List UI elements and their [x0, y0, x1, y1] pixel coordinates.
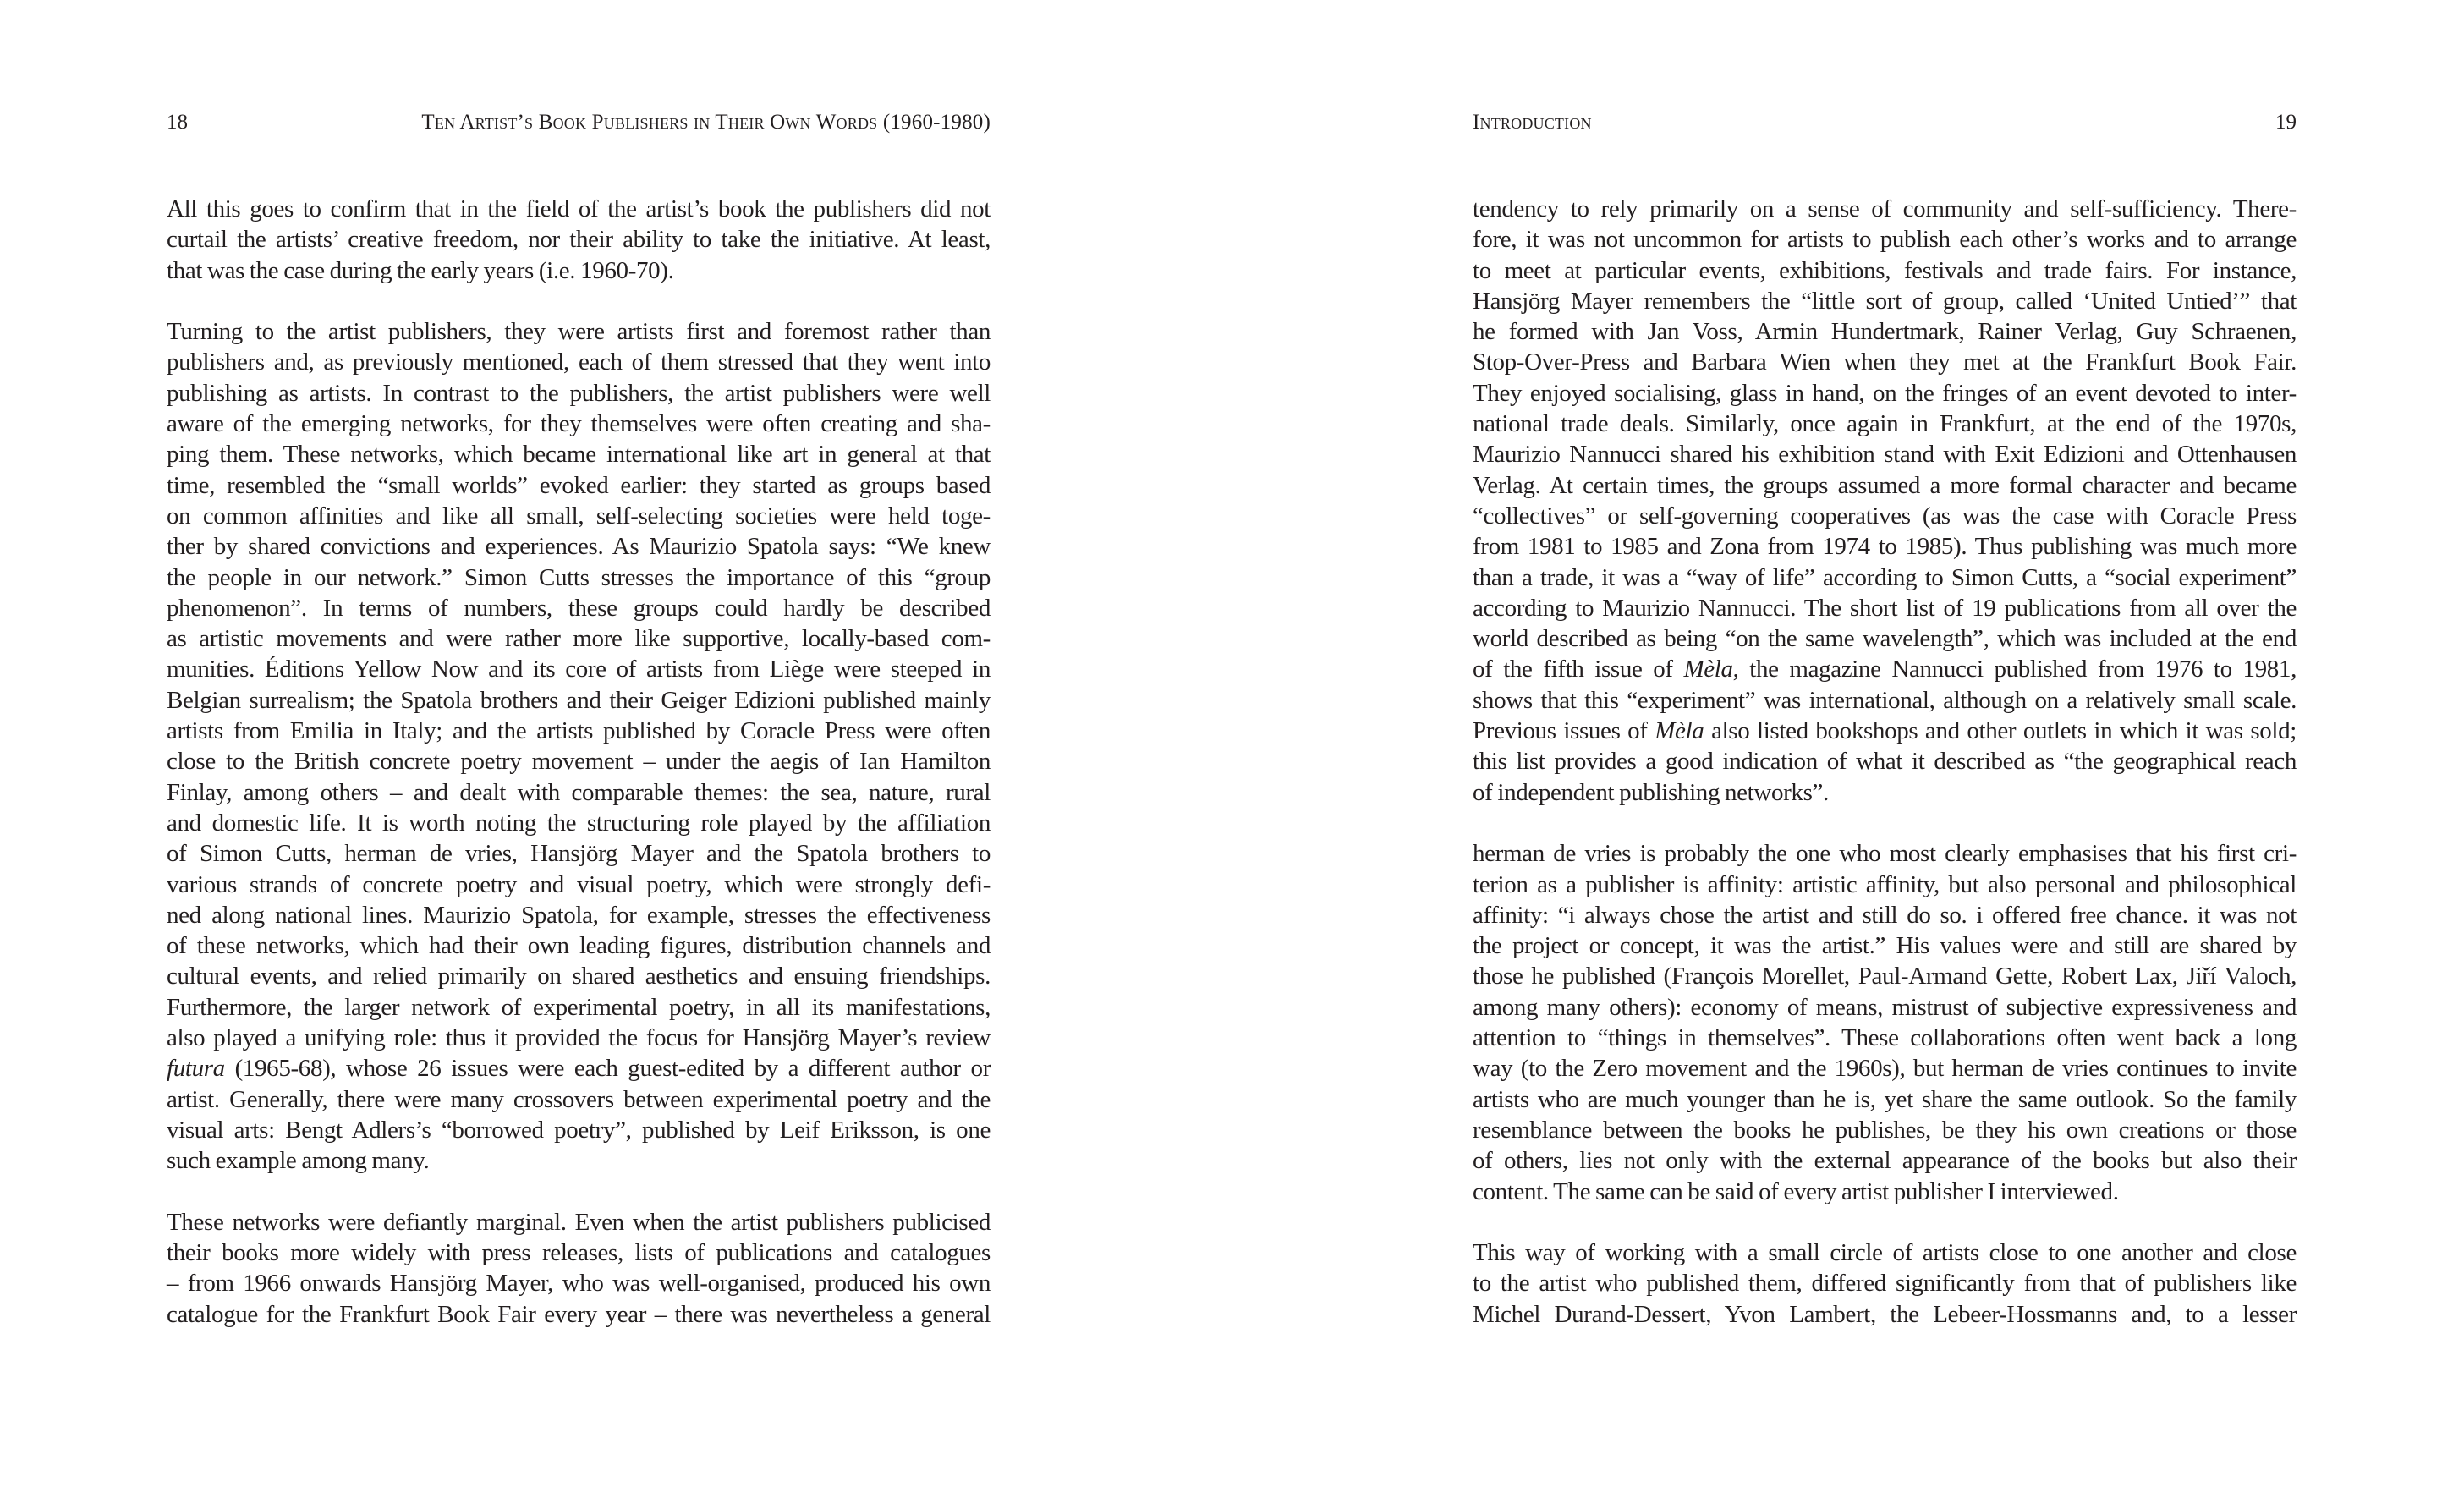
text-line: as artistic movements and were rather more like supportive, locally-based com- [167, 625, 991, 653]
text-line-with-italic [1473, 654, 2297, 684]
text-line: publishing as artists. In contrast to the publishers, the artist publishers were well [167, 379, 991, 407]
text-line: among many others): economy of means, mistrust of subjective expressiveness and [1473, 993, 2297, 1021]
text-line: They enjoyed socialising, glass in hand, on the fringes of an event devoted to inter- [1473, 379, 2297, 407]
italic-title-mela: Mèla [1683, 656, 1733, 683]
text-line: world described as being “on the same wavelength”, which was included at the end [1473, 625, 2297, 653]
text-line: munities. Éditions Yellow Now and its core of artists from Liège were steeped in [167, 656, 991, 683]
text-line: time, resembled the “small worlds” evoked earlier: they started as groups based [167, 471, 991, 499]
text-line: various strands of concrete poetry and visual poetry, which were strongly defi- [167, 870, 991, 898]
text-line-with-italic [1473, 716, 2297, 746]
right-page [1232, 0, 2464, 1498]
text-line: according to Maurizio Nannucci. The short list of 19 publications from all over the [1473, 594, 2297, 622]
text-line: to meet at particular events, exhibitions, festivals and trade fairs. For instance, [1473, 256, 2297, 284]
text-line: Maurizio Nannucci shared his exhibition stand with Exit Edizioni and Ottenhausen [1473, 441, 2297, 469]
paragraph [1473, 194, 2297, 808]
text-line-start: of the fifth issue of [1473, 656, 1684, 683]
running-head [1473, 108, 2297, 137]
book-title-header: Ten Artist’s Book Publishers in Their Own Words (1960-1980) [421, 111, 991, 134]
text-line: of independent publishing networks”. [1473, 778, 1829, 806]
text-line: Verlag. At certain times, the groups assumed a more formal character and became [1473, 471, 2297, 499]
text-line: of others, lies not only with the external appearance of the books but also their [1473, 1147, 2297, 1175]
text-line: shows that this “experiment” was international, although on a relatively small scale. [1473, 686, 2297, 714]
text-line: aware of the emerging networks, for they themselves were often creating and sha- [167, 410, 991, 438]
body-text [167, 194, 991, 1330]
text-line: Finlay, among others – and dealt with comparable themes: the sea, nature, rural [167, 778, 991, 806]
text-line: terion as a publisher is affinity: artistic affinity, but also personal and philosophical [1473, 870, 2297, 898]
text-line: tendency to rely primarily on a sense of community and self-sufficiency. There- [1473, 195, 2297, 222]
text-line: ther by shared convictions and experiences. As Maurizio Spatola says: “We knew [167, 533, 991, 561]
text-line: visual arts: Bengt Adlers’s “borrowed poetry”, published by Leif Eriksson, is one [167, 1116, 991, 1144]
text-line: catalogue for the Frankfurt Book Fair every year – there was nevertheless a general [167, 1300, 991, 1328]
text-line-rest: (1965-68), whose 26 issues were each guest-edited by a different author or [234, 1055, 991, 1083]
running-head [167, 108, 991, 137]
text-line: such example among many. [167, 1147, 430, 1175]
paragraph [167, 194, 991, 286]
text-line: resemblance between the books he publishes, be they his own creations or those [1473, 1116, 2297, 1144]
text-line: These networks were defiantly marginal. Even when the artist publishers publicised [167, 1208, 991, 1236]
text-line: publishers and, as previously mentioned, each of them stressed that they went into [167, 348, 991, 376]
text-line: he formed with Jan Voss, Armin Hundertmark, Rainer Verlag, Guy Schraenen, [1473, 318, 2297, 346]
text-line: This way of working with a small circle of artists close to one another and close [1473, 1239, 2297, 1267]
text-line: cultural events, and relied primarily on shared aesthetics and ensuing friendships. [167, 963, 991, 990]
text-line: ping them. These networks, which became international like art in general at that [167, 441, 991, 469]
text-line: to the artist who published them, differed significantly from that of publishers like [1473, 1270, 2297, 1298]
text-line: ned along national lines. Maurizio Spatola, for example, stresses the effectiveness [167, 901, 991, 929]
text-line: Michel Durand-Dessert, Yvon Lambert, the Lebeer-Hossmanns and, to a lesser [1473, 1300, 2297, 1328]
text-line: attention to “things in themselves”. These collaborations often went back a long [1473, 1024, 2297, 1052]
text-line: Furthermore, the larger network of experimental poetry, in all its manifestations, [167, 993, 991, 1021]
body-text [1473, 194, 2297, 1330]
paragraph [167, 1207, 991, 1330]
italic-title-futura: futura [167, 1055, 225, 1083]
text-line: artists from Emilia in Italy; and the artists published by Coracle Press were often [167, 717, 991, 745]
text-line: affinity: “i always chose the artist and still do so. i offered free chance. it was not [1473, 901, 2297, 929]
text-line-rest: , the magazine Nannucci published from 1976 to 1981, [1732, 656, 2297, 683]
text-line: the people in our network.” Simon Cutts stresses the importance of this “group [167, 563, 991, 591]
text-line: and domestic life. It is worth noting the structuring role played by the affiliation [167, 809, 991, 837]
text-line: this list provides a good indication of what it described as “the geographical reach [1473, 748, 2297, 776]
text-line: All this goes to confirm that in the field of the artist’s book the publishers did not [167, 195, 991, 222]
text-line: Turning to the artist publishers, they were artists first and foremost rather than [167, 318, 991, 346]
text-line-start: Previous issues of [1473, 717, 1655, 745]
text-line: that was the case during the early years (i.e. 1960-70). [167, 256, 674, 284]
text-line: artist. Generally, there were many crossovers between experimental poetry and the [167, 1085, 991, 1113]
paragraph [1473, 838, 2297, 1207]
page-number: 18 [167, 111, 188, 134]
text-line: than a trade, it was a “way of life” according to Simon Cutts, a “social experiment” [1473, 563, 2297, 591]
text-line: herman de vries is probably the one who most clearly emphasises that his first cri- [1473, 840, 2297, 868]
text-line: those he published (François Morellet, Paul-Armand Gette, Robert Lax, Jiří Valoch, [1473, 963, 2297, 990]
text-line: Belgian surrealism; the Spatola brothers and their Geiger Edizioni published mainly [167, 686, 991, 714]
text-line: “collectives” or self-governing cooperatives (as was the case with Coracle Press [1473, 502, 2297, 530]
text-line: also played a unifying role: thus it provided the focus for Hansjörg Mayer’s review [167, 1024, 991, 1052]
text-line: from 1981 to 1985 and Zona from 1974 to 1985). Thus publishing was much more [1473, 533, 2297, 561]
text-line: Hansjörg Mayer remembers the “little sort of group, called ‘United Untied’” that [1473, 287, 2297, 315]
text-line: of Simon Cutts, herman de vries, Hansjörg Mayer and the Spatola brothers to [167, 840, 991, 868]
text-line: fore, it was not uncommon for artists to publish each other’s works and to arrange [1473, 226, 2297, 254]
text-line: on common affinities and like all small, self-selecting societies were held toge- [167, 502, 991, 530]
text-line: Stop-Over-Press and Barbara Wien when they met at the Frankfurt Book Fair. [1473, 348, 2297, 376]
paragraph [167, 316, 991, 1176]
chapter-title-header: Introduction [1473, 111, 1592, 134]
text-line-rest: also listed bookshops and other outlets in which it was sold; [1704, 717, 2297, 745]
italic-title-mela: Mèla [1655, 717, 1704, 745]
text-line: their books more widely with press releases, lists of publications and catalogues [167, 1239, 991, 1267]
text-line: way (to the Zero movement and the 1960s), but herman de vries continues to invite [1473, 1055, 2297, 1083]
text-line: the project or concept, it was the artist.” His values were and still are shared by [1473, 932, 2297, 960]
text-line: artists who are much younger than he is, yet share the same outlook. So the family [1473, 1085, 2297, 1113]
paragraph [1473, 1237, 2297, 1330]
text-line: – from 1966 onwards Hansjörg Mayer, who was well-organised, produced his own [167, 1270, 991, 1298]
page-number: 19 [2275, 111, 2297, 134]
text-line: of these networks, which had their own leading figures, distribution channels and [167, 932, 991, 960]
text-line: curtail the artists’ creative freedom, nor their ability to take the initiative. At least, [167, 226, 991, 254]
text-line: phenomenon”. In terms of numbers, these groups could hardly be described [167, 594, 991, 622]
text-line-with-italic [167, 1053, 991, 1084]
text-line: close to the British concrete poetry movement – under the aegis of Ian Hamilton [167, 748, 991, 776]
text-line: national trade deals. Similarly, once again in Frankfurt, at the end of the 1970s, [1473, 410, 2297, 438]
text-line: content. The same can be said of every artist publisher I interviewed. [1473, 1177, 2119, 1205]
